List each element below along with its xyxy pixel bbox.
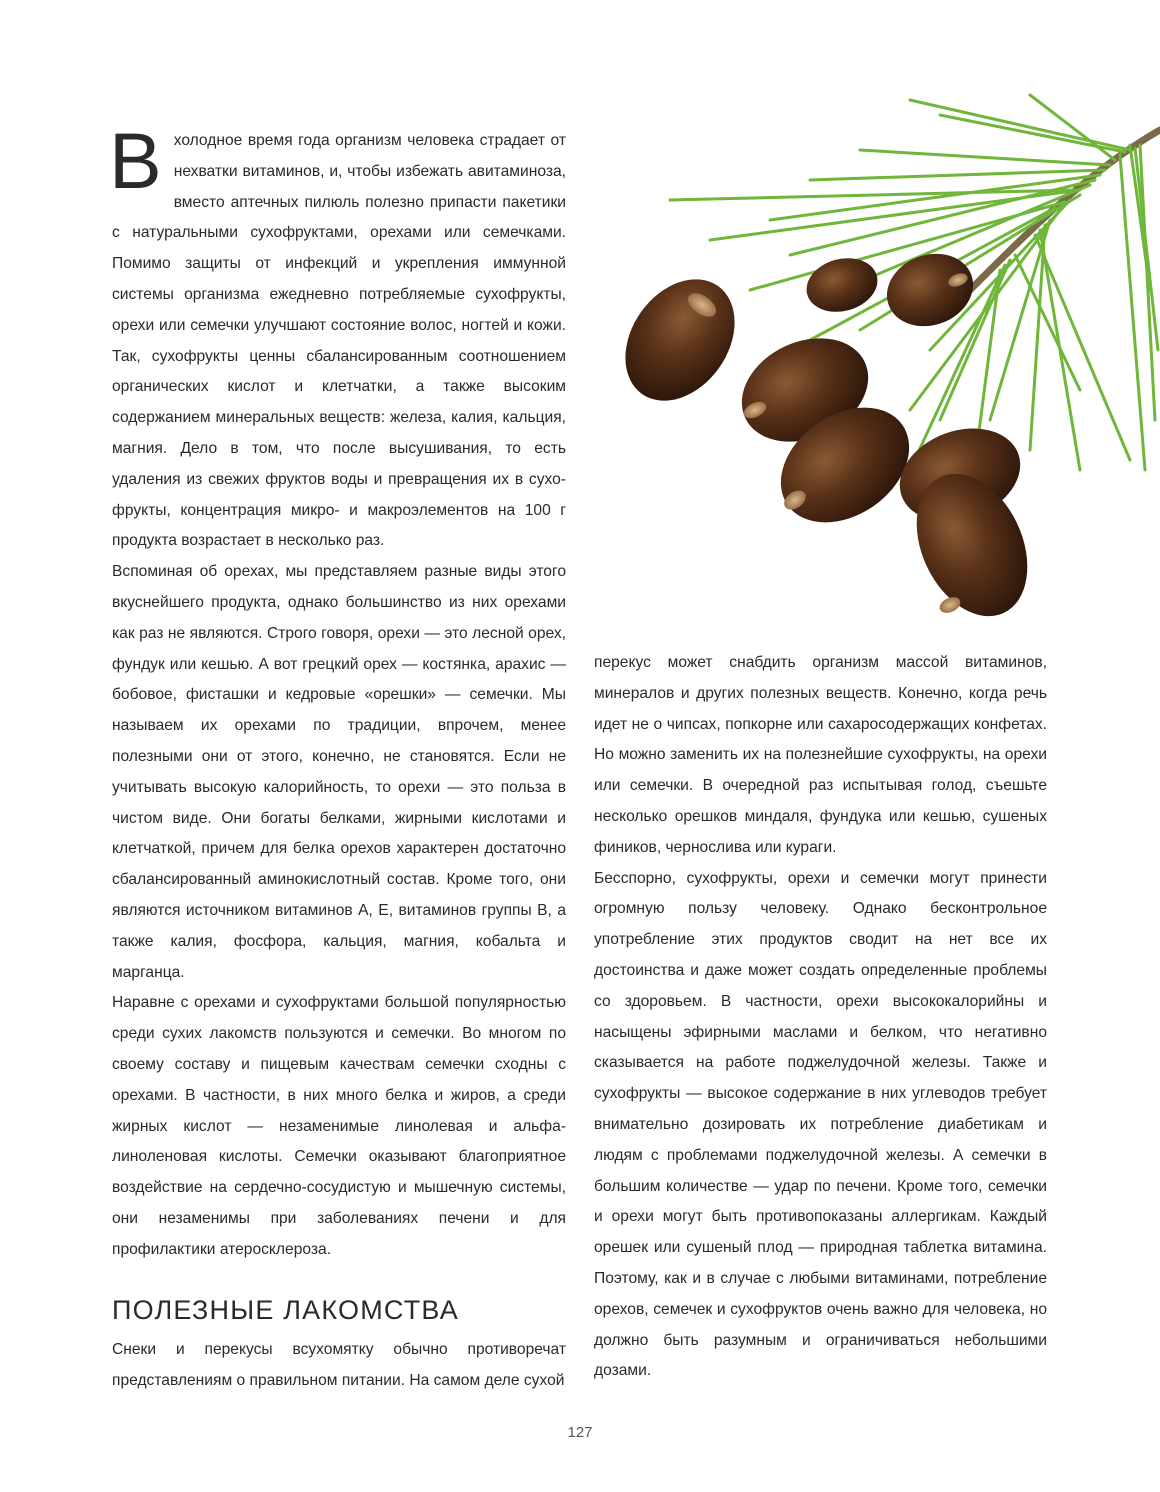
snacks-paragraph: Снеки и перекусы всухомятку обычно противоречат представлениям о правильном питании. На самом деле сухой (112, 1341, 566, 1390)
left-column (109, 116, 566, 1397)
snack-continued-paragraph: перекус может снабдить организм массой витаминов, минералов и других полезных веществ. Конечно, когда речь идет не о чипсах, попкорне или сахаросодержащих конфетах. Но можно заменить их на полезнейшие сухофрукты, на орехи или семечки. В очередной раз испытывая голод, съешьте несколько орешков миндаля, фундука или кешью, сушеных фиников, чернослива или кураги. (594, 654, 1047, 856)
page-number: 127 (567, 1424, 593, 1441)
drop-cap: В (109, 116, 162, 205)
intro-paragraph (109, 116, 566, 557)
pine-nut-1 (610, 258, 757, 421)
caution-paragraph: Бесспорно, сухофрукты, орехи и семечки могут принести огромную пользу человеку. Однако бесконтрольное употребление этих продуктов сводит на нет все их достоинства и даже может создать определенные проблемы со здоровьем. В частности, орехи высококалорийны и насыщены эфирными маслами и белком, что негативно сказывается на работе поджелудочной железы. Также и сухофрукты — высокое содержание в них углеводов требует внимательно дозировать их потребление диабетикам и людям с проблемами поджелудочной железы. А семечки в большим количестве — удар по печени. Кроме того, семечки и орехи могут быть противопоказаны аллергикам. Каждый орешек или сушеный плод — природная таблетка витамина. Поэтому, как и в случае с любыми витаминами, потребление орехов, семечек и сухофруктов очень важно для человека, но должно быть разумным и ограничиваться небольшими дозами. (594, 869, 1047, 1380)
right-column (594, 648, 1047, 1387)
nuts-paragraph: Вспоминая об орехах, мы представляем разные виды этого вкуснейшего продукта, однако большинство из них орехами как раз не являются. Строго говоря, орехи — это лесной орех, фундук или кешью. А вот грецкий орех — костянка, арахис — бобовое, фисташки и кедровые «орешки» — семечки. Мы называем их орехами по традиции, впрочем, менее полезными они от этого, конечно, не становятся. Если не учитывать высокую калорийность, то орехи — это польза в чистом виде. Они богаты белками, жирными кислотами и клетчаткой, причем для белка орехов характерен достаточно сбалансированный аминокислотный состав. Кроме того, они являются источником витаминов А, Е, витаминов группы В, а также калия, фосфора, кальция, магния, кобальта и марганца. (112, 563, 566, 981)
seeds-paragraph: Наравне с орехами и сухофруктами большой популярностью среди сухих лакомств пользуются и семечки. Во многом по своему составу и пищевым качествам семечки сходны с орехами. В частности, в них много белка и жиров, а среди жирных кислот — незаменимые линолевая и альфа-линоленовая кислоты. Семечки оказывают благоприятное воздействие на сердечно-сосудистую и мышечную системы, они незаменимы при заболеваниях печени и для профилактики атеросклероза. (112, 994, 566, 1258)
pine-nuts-image (610, 90, 1160, 630)
section-heading: ПОЛЕЗНЫЕ ЛАКОМСТВА (112, 1295, 459, 1326)
pine-nut-2 (800, 251, 883, 320)
intro-text: холодное время года организм человека страдает от нехватки витаминов, и, чтобы избежать авитаминоза, вместо аптечных пилюль полезно припасти пакетики с натуральными сухофруктами, орехами или семечками. Помимо защиты от инфекций и укрепления иммунной системы организма ежедневно потребляемые сухофрукты, орехи или семечки улучшают состояние волос, ногтей и кожи. Так, сухофрукты ценны сбалансированным соотношением органических кислот и клетчатки, а также высоким содержанием минеральных веществ: железа, калия, кальция, магния. Дело в том, что после высушивания, то есть удаления из свежих фруктов воды и превращения их в сухо-фрукты, концентрация микро- и макроэлементов на 100 г продукта возрастает в несколько раз. (112, 132, 566, 550)
